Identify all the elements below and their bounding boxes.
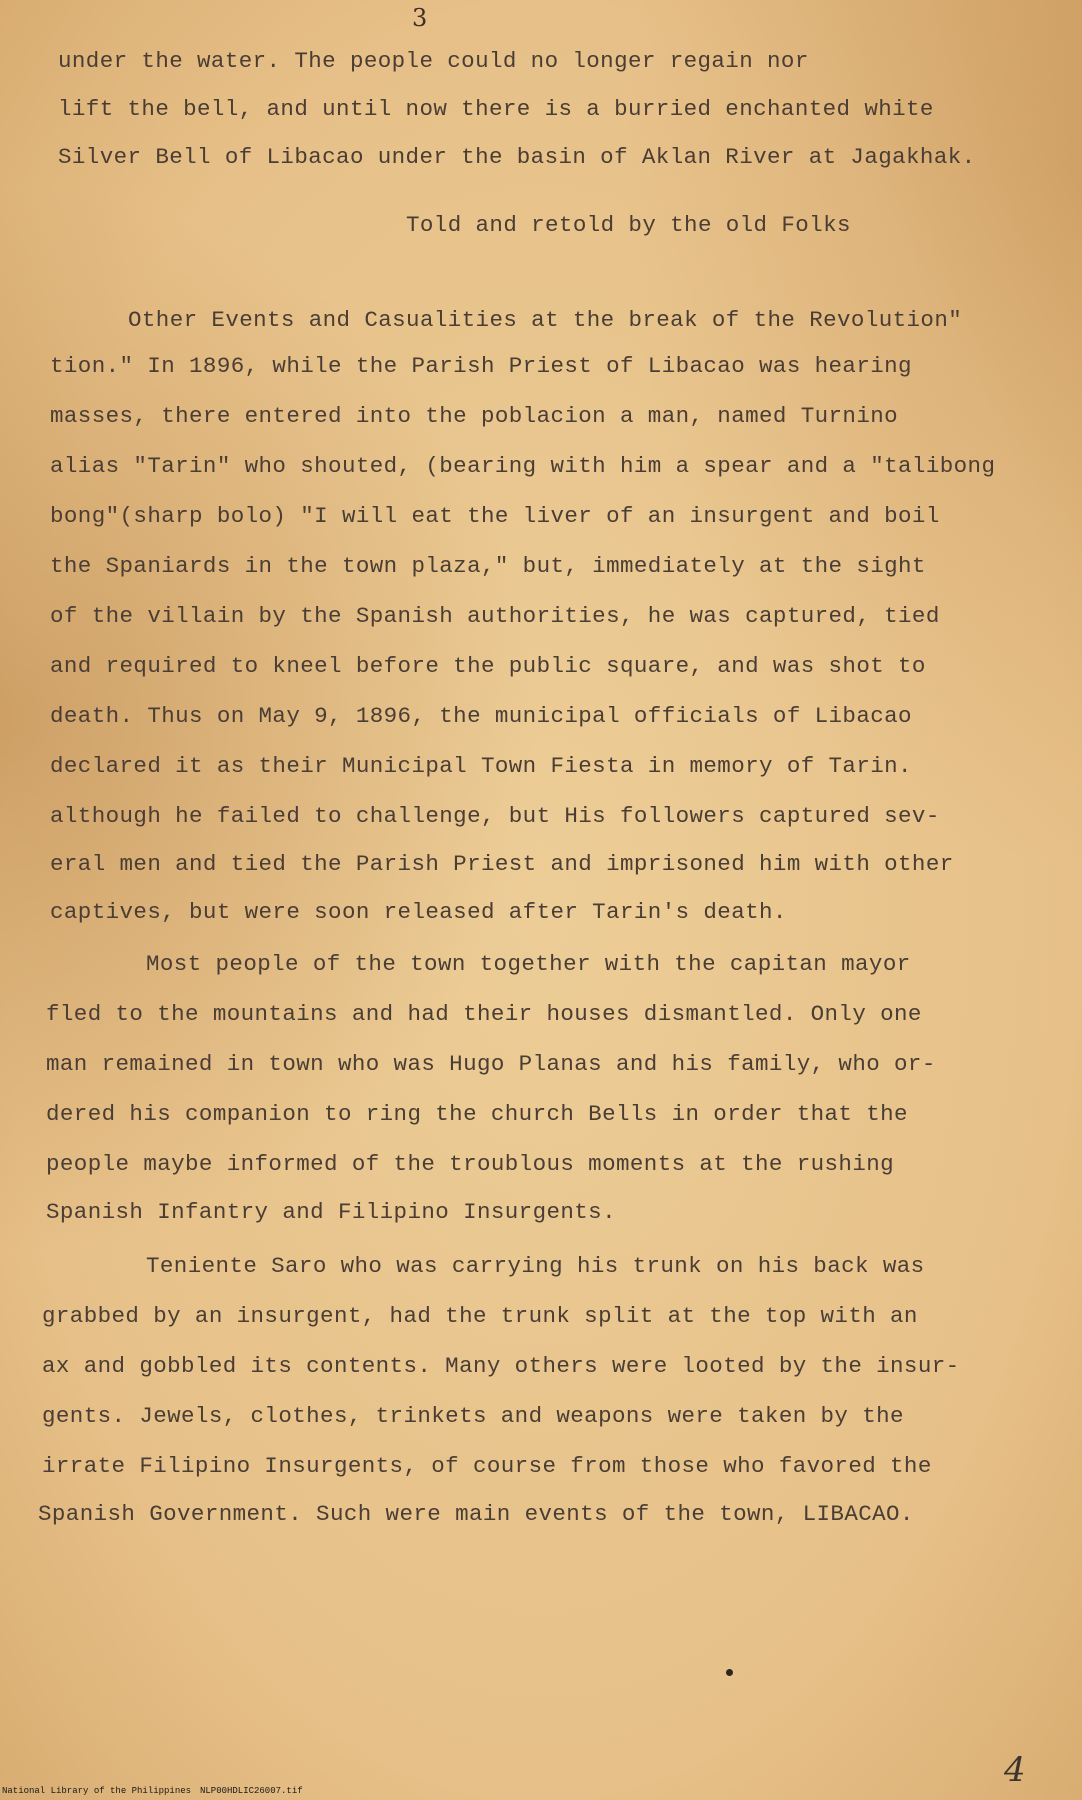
text-line: of the villain by the Spanish authorities, he was captured, tied bbox=[50, 603, 940, 629]
text-line: although he failed to challenge, but His followers captured sev- bbox=[50, 803, 940, 829]
text-line: bong"(sharp bolo) "I will eat the liver of an insurgent and boil bbox=[50, 503, 940, 529]
text-line: Most people of the town together with the capitan mayor bbox=[146, 951, 911, 977]
text-line: people maybe informed of the troublous moments at the rushing bbox=[46, 1151, 895, 1177]
text-line: gents. Jewels, clothes, trinkets and weapons were taken by the bbox=[42, 1403, 904, 1429]
text-line: man remained in town who was Hugo Planas and his family, who or- bbox=[46, 1051, 936, 1077]
text-line: grabbed by an insurgent, had the trunk split at the top with an bbox=[42, 1303, 918, 1329]
text-line: under the water. The people could no longer regain nor bbox=[58, 48, 809, 74]
text-line: dered his companion to ring the church Bells in order that the bbox=[46, 1101, 908, 1127]
text-line: and required to kneel before the public square, and was shot to bbox=[50, 653, 926, 679]
text-line: Teniente Saro who was carrying his trunk on his back was bbox=[146, 1253, 925, 1279]
footer-filename: NLP00HDLIC26007.tif bbox=[200, 1786, 303, 1796]
footer-library-credit: National Library of the Philippines bbox=[2, 1786, 192, 1796]
text-line: captives, but were soon released after Tarin's death. bbox=[50, 899, 787, 925]
text-line: alias "Tarin" who shouted, (bearing with him a spear and a "talibong bbox=[50, 453, 996, 479]
text-line: tion." In 1896, while the Parish Priest of Libacao was hearing bbox=[50, 353, 912, 379]
text-line: lift the bell, and until now there is a burried enchanted white bbox=[58, 96, 934, 122]
text-line: death. Thus on May 9, 1896, the municipal officials of Libacao bbox=[50, 703, 912, 729]
credit-line: Told and retold by the old Folks bbox=[406, 212, 851, 238]
text-line: ax and gobbled its contents. Many others were looted by the insur- bbox=[42, 1353, 960, 1379]
text-line: masses, there entered into the poblacion a man, named Turnino bbox=[50, 403, 899, 429]
text-line: Spanish Government. Such were main events of the town, LIBACAO. bbox=[38, 1501, 914, 1527]
ink-dot bbox=[726, 1669, 733, 1676]
text-line: Spanish Infantry and Filipino Insurgents. bbox=[46, 1199, 616, 1225]
text-line: irrate Filipino Insurgents, of course from those who favored the bbox=[42, 1453, 932, 1479]
text-line: eral men and tied the Parish Priest and imprisoned him with other bbox=[50, 851, 954, 877]
text-line: Silver Bell of Libacao under the basin of Aklan River at Jagakhak. bbox=[58, 144, 976, 170]
handwritten-page-number: 4 bbox=[1004, 1750, 1026, 1790]
page-number: 3 bbox=[412, 4, 428, 32]
text-line: fled to the mountains and had their houses dismantled. Only one bbox=[46, 1001, 922, 1027]
text-line: Other Events and Casualities at the break of the Revolution" bbox=[128, 307, 963, 333]
text-line: the Spaniards in the town plaza," but, immediately at the sight bbox=[50, 553, 926, 579]
text-line: declared it as their Municipal Town Fiesta in memory of Tarin. bbox=[50, 753, 912, 779]
